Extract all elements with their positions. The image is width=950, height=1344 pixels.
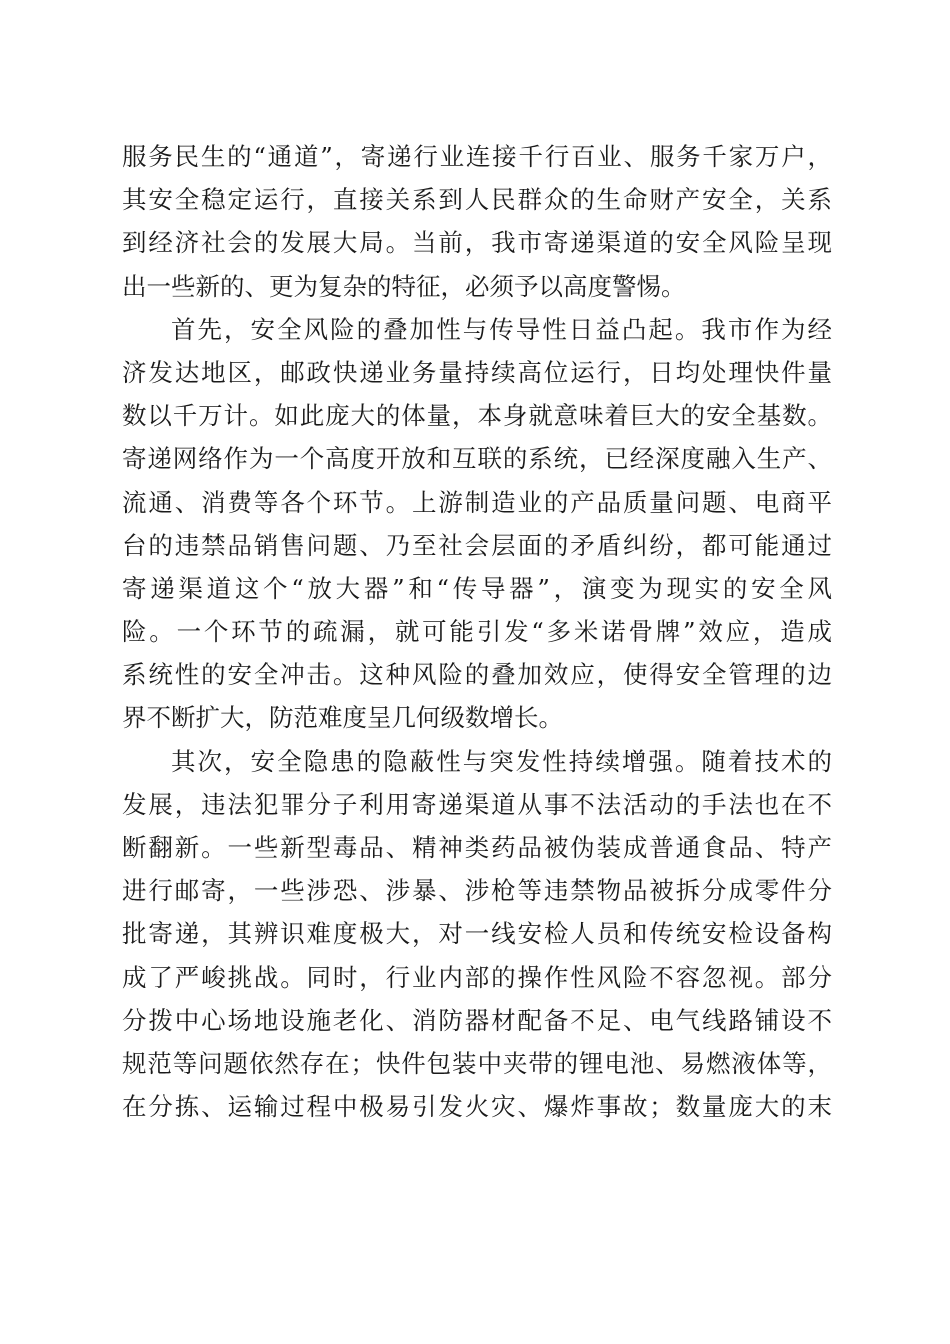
text-line: 台的违禁品销售问题、乃至社会层面的矛盾纠纷，都可能通过 — [122, 530, 832, 560]
text-line: 寄递渠道这个“放大器”和“传导器”，演变为现实的安全风 — [122, 573, 832, 603]
text-line: 系统性的安全冲击。这种风险的叠加效应，使得安全管理的边 — [122, 660, 832, 690]
text-line: 寄递网络作为一个高度开放和互联的系统，已经深度融入生产、 — [122, 444, 832, 474]
body-text — [122, 135, 832, 1128]
text-line: 断翻新。一些新型毒品、精神类药品被伪装成普通食品、特产 — [122, 833, 832, 862]
text-line: 到经济社会的发展大局。当前，我市寄递渠道的安全风险呈现 — [122, 228, 832, 258]
text-line: 分拨中心场地设施老化、消防器材配备不足、电气线路铺设不 — [122, 1005, 832, 1035]
text-line: 进行邮寄，一些涉恐、涉暴、涉枪等违禁物品被拆分成零件分 — [122, 876, 832, 906]
text-line: 发展，违法犯罪分子利用寄递渠道从事不法活动的手法也在不 — [122, 789, 832, 819]
text-line: 其次，安全隐患的隐蔽性与突发性持续增强。随着技术的 — [171, 746, 832, 776]
text-line: 服务民生的“通道”，寄递行业连接千行百业、服务千家万户， — [122, 142, 832, 171]
text-line: 首先，安全风险的叠加性与传导性日益凸起。我市作为经 — [171, 314, 832, 344]
text-line: 界不断扩大，防范难度呈几何级数增长。 — [122, 703, 563, 733]
text-line: 其安全稳定运行，直接关系到人民群众的生命财产安全，关系 — [122, 185, 832, 215]
text-line: 在分拣、运输过程中极易引发火灾、爆炸事故；数量庞大的末 — [122, 1092, 832, 1122]
text-line: 规范等问题依然存在；快件包装中夹带的锂电池、易燃液体等， — [122, 1048, 832, 1078]
text-line: 流通、消费等各个环节。上游制造业的产品质量问题、电商平 — [122, 487, 832, 517]
text-line: 批寄递，其辨识难度极大，对一线安检人员和传统安检设备构 — [122, 919, 832, 949]
text-line: 出一些新的、更为复杂的特征，必须予以高度警惕。 — [122, 271, 686, 301]
text-line: 险。一个环节的疏漏，就可能引发“多米诺骨牌”效应，造成 — [122, 617, 832, 647]
text-line: 成了严峻挑战。同时，行业内部的操作性风险不容忽视。部分 — [122, 962, 832, 992]
text-line: 数以千万计。如此庞大的体量，本身就意味着巨大的安全基数。 — [122, 401, 832, 431]
text-line: 济发达地区，邮政快递业务量持续高位运行，日均处理快件量 — [122, 357, 832, 387]
